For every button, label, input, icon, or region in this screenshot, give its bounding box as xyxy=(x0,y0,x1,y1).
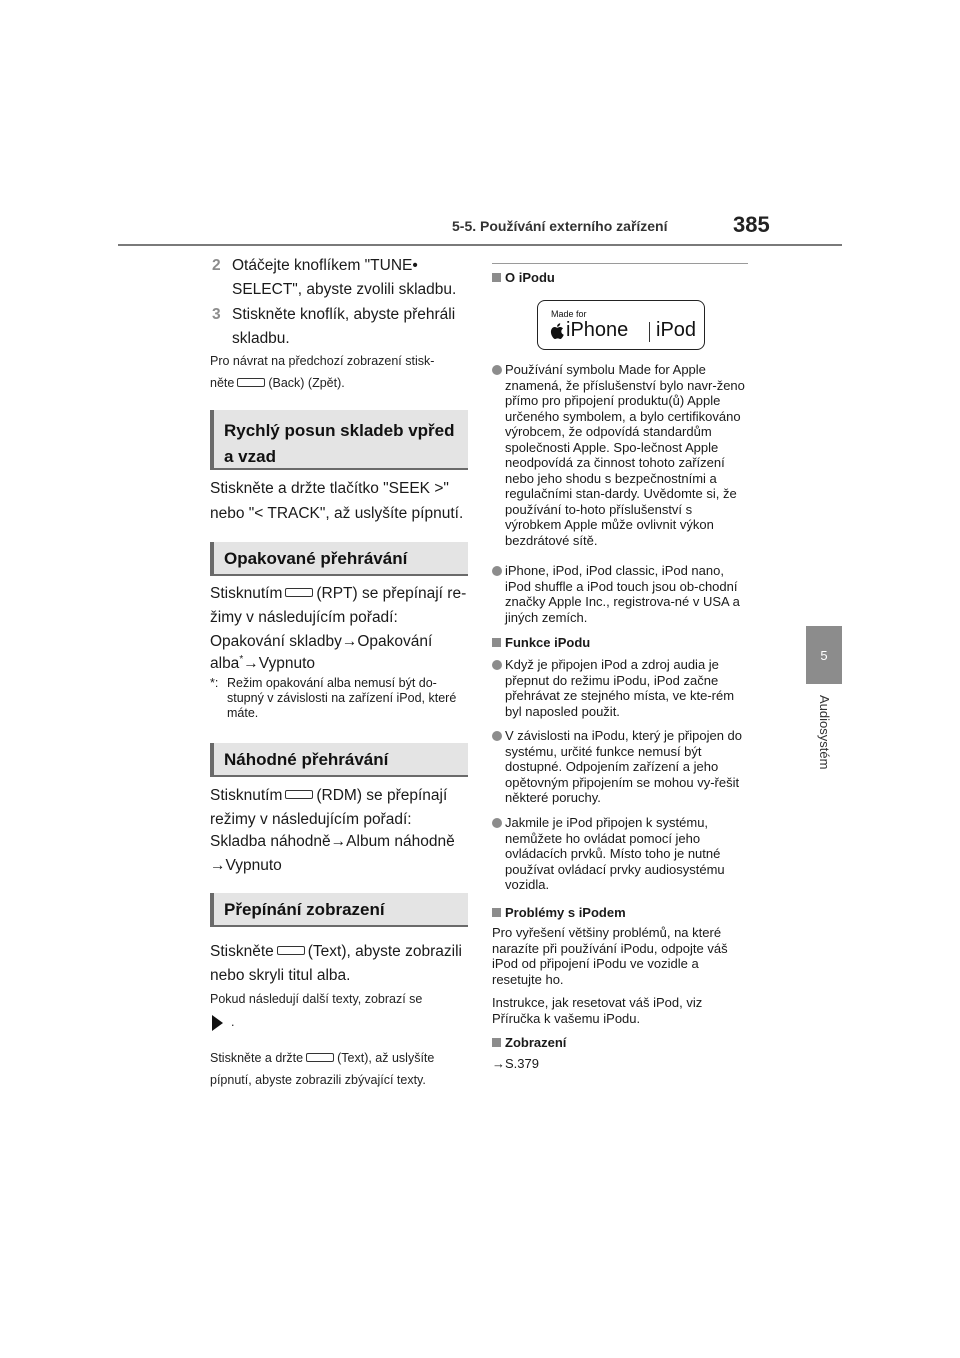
round-bullet-icon xyxy=(492,660,502,670)
footnote-mark: *: xyxy=(210,676,219,690)
step-2 xyxy=(212,254,472,302)
chapter-tab xyxy=(806,626,842,684)
repeat-text-off: →Vypnuto xyxy=(243,655,316,673)
section-repeat: Opakované přehrávání xyxy=(210,542,468,576)
badge-iphone: iPhone xyxy=(566,319,629,341)
display-title: Zobrazení xyxy=(505,1035,567,1050)
back-note-text-2: (Back) (Zpět). xyxy=(268,376,345,390)
chapter-number: 5 xyxy=(820,647,828,663)
more-arrow-icon xyxy=(212,1015,223,1031)
display-line1 xyxy=(210,939,462,964)
random-line2: režimy v následujícím pořadí: xyxy=(210,811,412,828)
more-text-line2 xyxy=(212,1012,234,1033)
ipod-problems-title: Problémy s iPodem xyxy=(505,905,626,920)
bullet-resume xyxy=(492,657,750,719)
column-rule xyxy=(492,263,748,264)
badge-divider xyxy=(649,322,650,342)
square-bullet-icon xyxy=(492,638,501,647)
step-text: Otáčejte knoflíkem "TUNE• SELECT", abyste zvolili skladbu. xyxy=(232,257,457,298)
back-note-line2 xyxy=(210,373,345,394)
round-bullet-icon xyxy=(492,566,502,576)
bullet-text: Používání symbolu Made for Apple znamená, že příslušenství bylo navr-ženo přímo pro připojení produktu(ů) Apple určeného symbolem, a bylo certifikováno výrobcem, že odpovídá standardům společnosti Apple. Spo-lečnost Apple neodpovídá za činnost tohoto zařízení nebo jeho shodu s bezpečnostními a regulačními stan-dardy. Uvědomte si, že používání to-hoto příslušenství s výrobkem Apple může ovlivnit výkon bezdrátové sítě. xyxy=(505,362,745,548)
bullet-trademarks xyxy=(492,563,750,625)
seek-text: Stiskněte a držte tlačítko "SEEK >" nebo "< TRACK", až uslyšíte pípnutí. xyxy=(210,480,464,522)
section-display: Přepínání zobrazení xyxy=(210,893,468,927)
display-page-ref[interactable]: →S.379 xyxy=(492,1056,539,1071)
apple-logo-icon xyxy=(550,323,564,339)
page-number: 385 xyxy=(733,212,770,237)
badge-made-for: Made for xyxy=(551,309,587,319)
step-text: Stiskněte knoflík, abyste přehráli skladbu. xyxy=(232,306,456,347)
back-note-text: něte xyxy=(210,376,235,390)
random-line1 xyxy=(210,783,447,808)
random-text-2: (RDM) se přepínají xyxy=(316,787,448,804)
footnote-ref: * xyxy=(239,654,244,665)
bullet-text: Když je připojen iPod a zdroj audia je přepnut do režimu iPodu, iPod začne přehrávat ze stejného místa, ve kte-rém byl naposled použit. xyxy=(505,657,735,719)
badge-ipod: iPod xyxy=(656,319,697,341)
chapter-label xyxy=(814,695,834,795)
repeat-line4 xyxy=(210,647,315,676)
problems-text-2: Instrukce, jak resetovat váš iPod, viz Příručka k vašemu iPodu. xyxy=(492,995,703,1026)
made-for-iphone-ipod-badge xyxy=(537,300,705,350)
step-3 xyxy=(212,303,472,351)
repeat-line2: žimy v následujícím pořadí: xyxy=(210,609,398,626)
bullet-text: iPhone, iPod, iPod classic, iPod nano, iPod shuffle a iPod touch jsou ob-chodní značky Apple Inc., registrova-né v USA a jiných zemích. xyxy=(505,563,740,625)
hold-text-2: (Text), až uslyšíte xyxy=(337,1051,435,1065)
display-line2: nebo skryli titul alba. xyxy=(210,967,351,984)
repeat-text-2: (RPT) se přepínají re- xyxy=(316,585,467,602)
bullet-controls xyxy=(492,815,750,893)
section-seek: Rychlý posun skladeb vpřed a vzad xyxy=(210,410,468,470)
random-text: Stisknutím xyxy=(210,787,283,804)
ipod-problems-heading xyxy=(492,905,626,920)
repeat-line3: Opakování skladby→Opakování xyxy=(210,633,433,650)
random-line4: →Vypnuto xyxy=(210,857,282,874)
display-heading xyxy=(492,1035,566,1050)
round-bullet-icon xyxy=(492,731,502,741)
header-rule xyxy=(118,244,842,246)
more-text-period: . xyxy=(231,1015,235,1029)
text-button-icon xyxy=(277,946,305,955)
ipod-functions-title: Funkce iPodu xyxy=(505,635,591,650)
rpt-button-icon xyxy=(285,588,313,597)
back-button-icon xyxy=(237,378,265,387)
repeat-text-alba: alba xyxy=(210,655,240,673)
step-number: 2 xyxy=(212,257,221,274)
bullet-text: Jakmile je iPod připojen k systému, nemůžete ho ovládat pomocí jeho ovládacích prvků. Místo toho je nutné používat ovládací prvky audiosystému vozidla. xyxy=(505,815,725,892)
square-bullet-icon xyxy=(492,908,501,917)
round-bullet-icon xyxy=(492,818,502,828)
repeat-line1 xyxy=(210,581,466,606)
back-note-line1: Pro návrat na předchozí zobrazení stisk- xyxy=(210,354,435,368)
rdm-button-icon xyxy=(285,790,313,799)
hold-line1 xyxy=(210,1048,434,1069)
footnote xyxy=(210,676,468,721)
about-ipod-heading xyxy=(492,270,555,285)
square-bullet-icon xyxy=(492,1038,501,1047)
chapter-label-text: Audiosystém xyxy=(817,695,832,770)
footnote-text: Režim opakování alba nemusí být do-stupný v závislosti na zařízení iPod, které máte. xyxy=(227,676,457,720)
ipod-functions-heading xyxy=(492,635,590,650)
section-title: 5-5. Používání externího zařízení xyxy=(452,218,668,234)
problems-text-1: Pro vyřešení většiny problémů, na které narazíte při používání iPodu, odpojte váš iPod od připojení iPodu ve vozidle a resetujte ho. xyxy=(492,925,728,987)
bullet-availability xyxy=(492,728,750,806)
step-number: 3 xyxy=(212,306,221,323)
hold-line2: pípnutí, abyste zobrazili zbývající texty. xyxy=(210,1073,426,1087)
section-random: Náhodné přehrávání xyxy=(210,743,468,777)
random-line3: Skladba náhodně→Album náhodně xyxy=(210,833,455,850)
round-bullet-icon xyxy=(492,365,502,375)
more-text-line1: Pokud následují další texty, zobrazí se xyxy=(210,992,423,1006)
display-text: Stiskněte xyxy=(210,943,274,960)
display-text-2: (Text), abyste zobrazili xyxy=(307,943,462,960)
repeat-text: Stisknutím xyxy=(210,585,283,602)
about-ipod-title: O iPodu xyxy=(505,270,555,285)
bullet-text: V závislosti na iPodu, který je připojen do systému, určité funkce nemusí být dostupné. Odpojením zařízení a jeho opětovným připojením se mohou vy-řešit některé poruchy. xyxy=(505,728,743,805)
text-button-icon xyxy=(306,1053,334,1062)
square-bullet-icon xyxy=(492,273,501,282)
bullet-made-for-apple xyxy=(492,362,750,548)
hold-text: Stiskněte a držte xyxy=(210,1051,304,1065)
